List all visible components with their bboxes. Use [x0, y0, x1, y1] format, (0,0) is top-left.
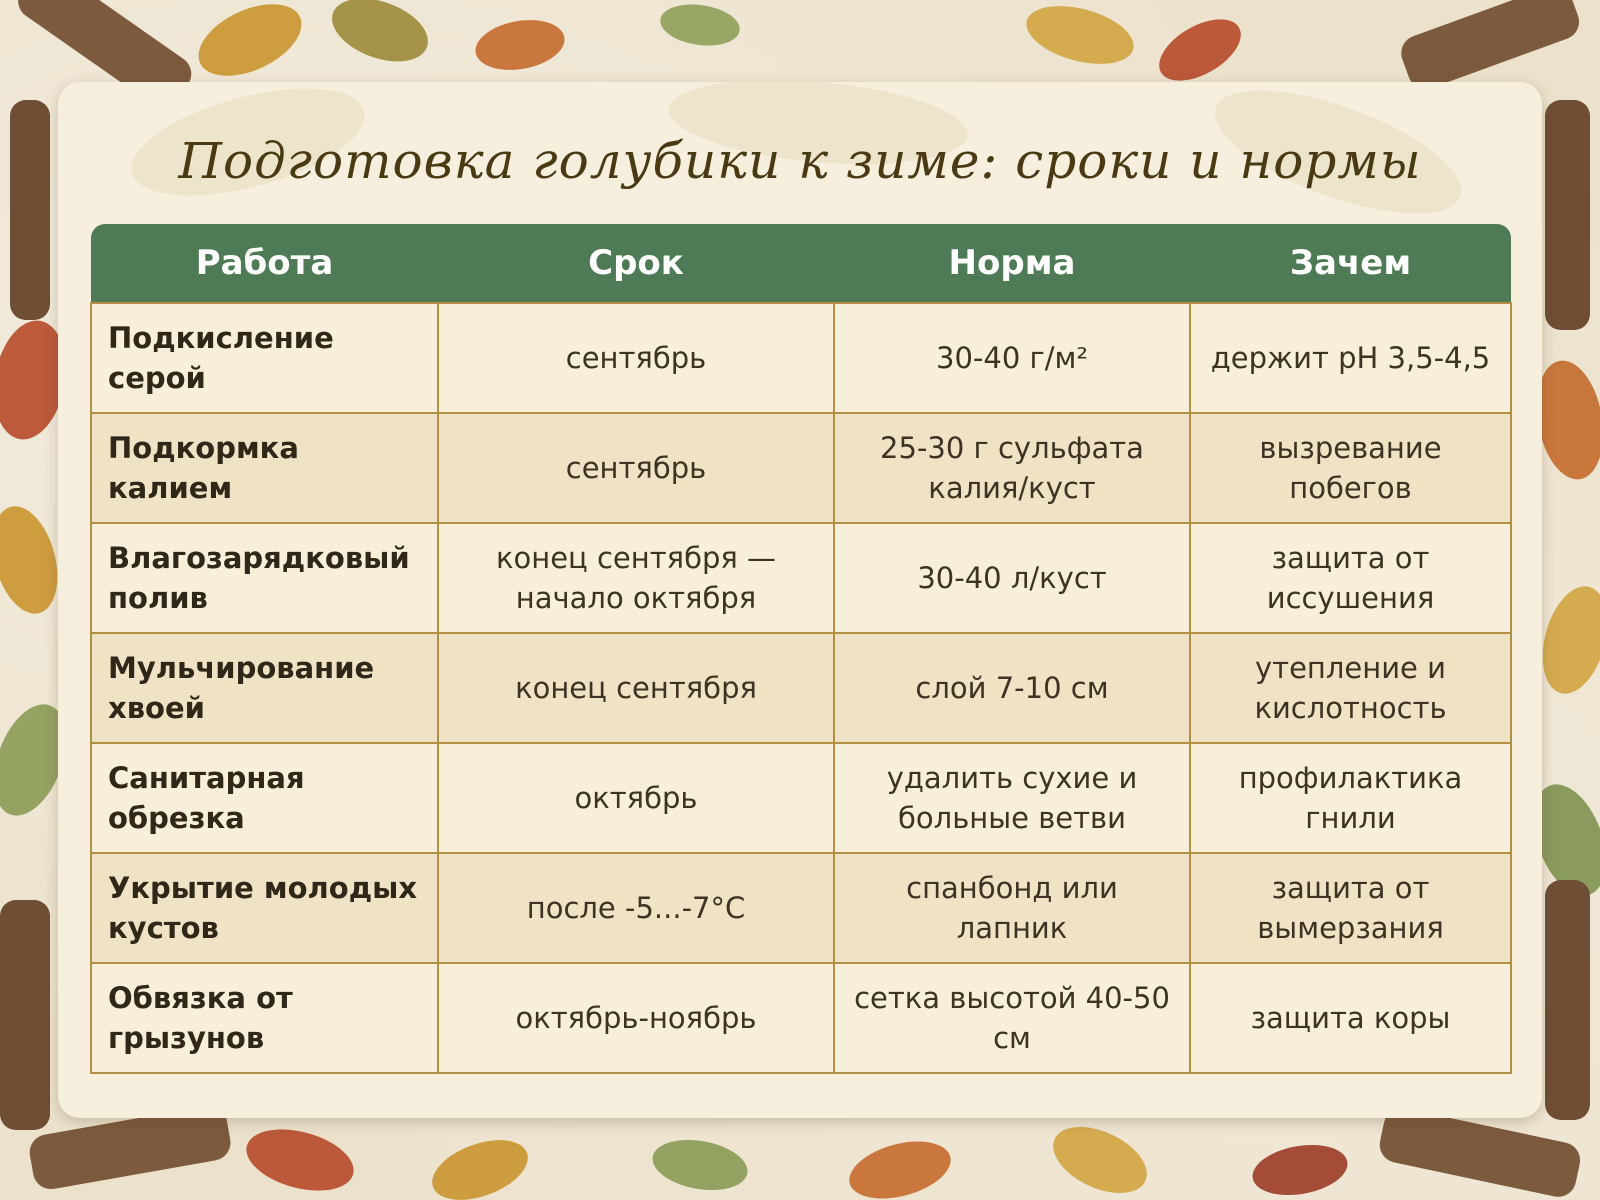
timing-cell: после -5...-7°C — [438, 853, 834, 963]
column-header-purpose: Зачем — [1190, 224, 1511, 303]
task-cell: Подкисление серой — [91, 303, 438, 413]
column-header-norm: Норма — [834, 224, 1190, 303]
purpose-cell: утепление и кислотность — [1190, 633, 1511, 743]
timing-cell: октябрь — [438, 743, 834, 853]
purpose-cell: держит pH 3,5-4,5 — [1190, 303, 1511, 413]
task-cell: Санитарная обрезка — [91, 743, 438, 853]
timing-cell: сентябрь — [438, 413, 834, 523]
timing-cell: сентябрь — [438, 303, 834, 413]
table-row — [91, 963, 1511, 1073]
norm-cell: сетка высотой 40-50 см — [834, 963, 1190, 1073]
task-cell: Мульчирование хвоей — [91, 633, 438, 743]
table-row — [91, 633, 1511, 743]
timing-cell: конец сентября — [438, 633, 834, 743]
purpose-cell: профилактика гнили — [1190, 743, 1511, 853]
table-row — [91, 413, 1511, 523]
task-cell: Влагозарядковый полив — [91, 523, 438, 633]
task-cell: Укрытие молодых кустов — [91, 853, 438, 963]
timing-cell: октябрь-ноябрь — [438, 963, 834, 1073]
norm-cell: слой 7-10 см — [834, 633, 1190, 743]
norm-cell: удалить сухие и больные ветви — [834, 743, 1190, 853]
table-row — [91, 853, 1511, 963]
norm-cell: спанбонд или лапник — [834, 853, 1190, 963]
norm-cell: 30-40 г/м² — [834, 303, 1190, 413]
table-header-row — [91, 224, 1511, 303]
table-row — [91, 743, 1511, 853]
norm-cell: 25-30 г сульфата калия/куст — [834, 413, 1190, 523]
column-header-timing: Срок — [438, 224, 834, 303]
task-cell: Подкормка калием — [91, 413, 438, 523]
schedule-table — [90, 224, 1512, 1074]
timing-cell: конец сентября — начало октября — [438, 523, 834, 633]
purpose-cell: вызревание побегов — [1190, 413, 1511, 523]
table-row — [91, 523, 1511, 633]
purpose-cell: защита от иссушения — [1190, 523, 1511, 633]
page-title: Подготовка голубики к зиме: сроки и нормы — [178, 132, 1422, 190]
table-row — [91, 303, 1511, 413]
purpose-cell: защита коры — [1190, 963, 1511, 1073]
task-cell: Обвязка от грызунов — [91, 963, 438, 1073]
purpose-cell: защита от вымерзания — [1190, 853, 1511, 963]
column-header-work: Работа — [91, 224, 438, 303]
norm-cell: 30-40 л/куст — [834, 523, 1190, 633]
